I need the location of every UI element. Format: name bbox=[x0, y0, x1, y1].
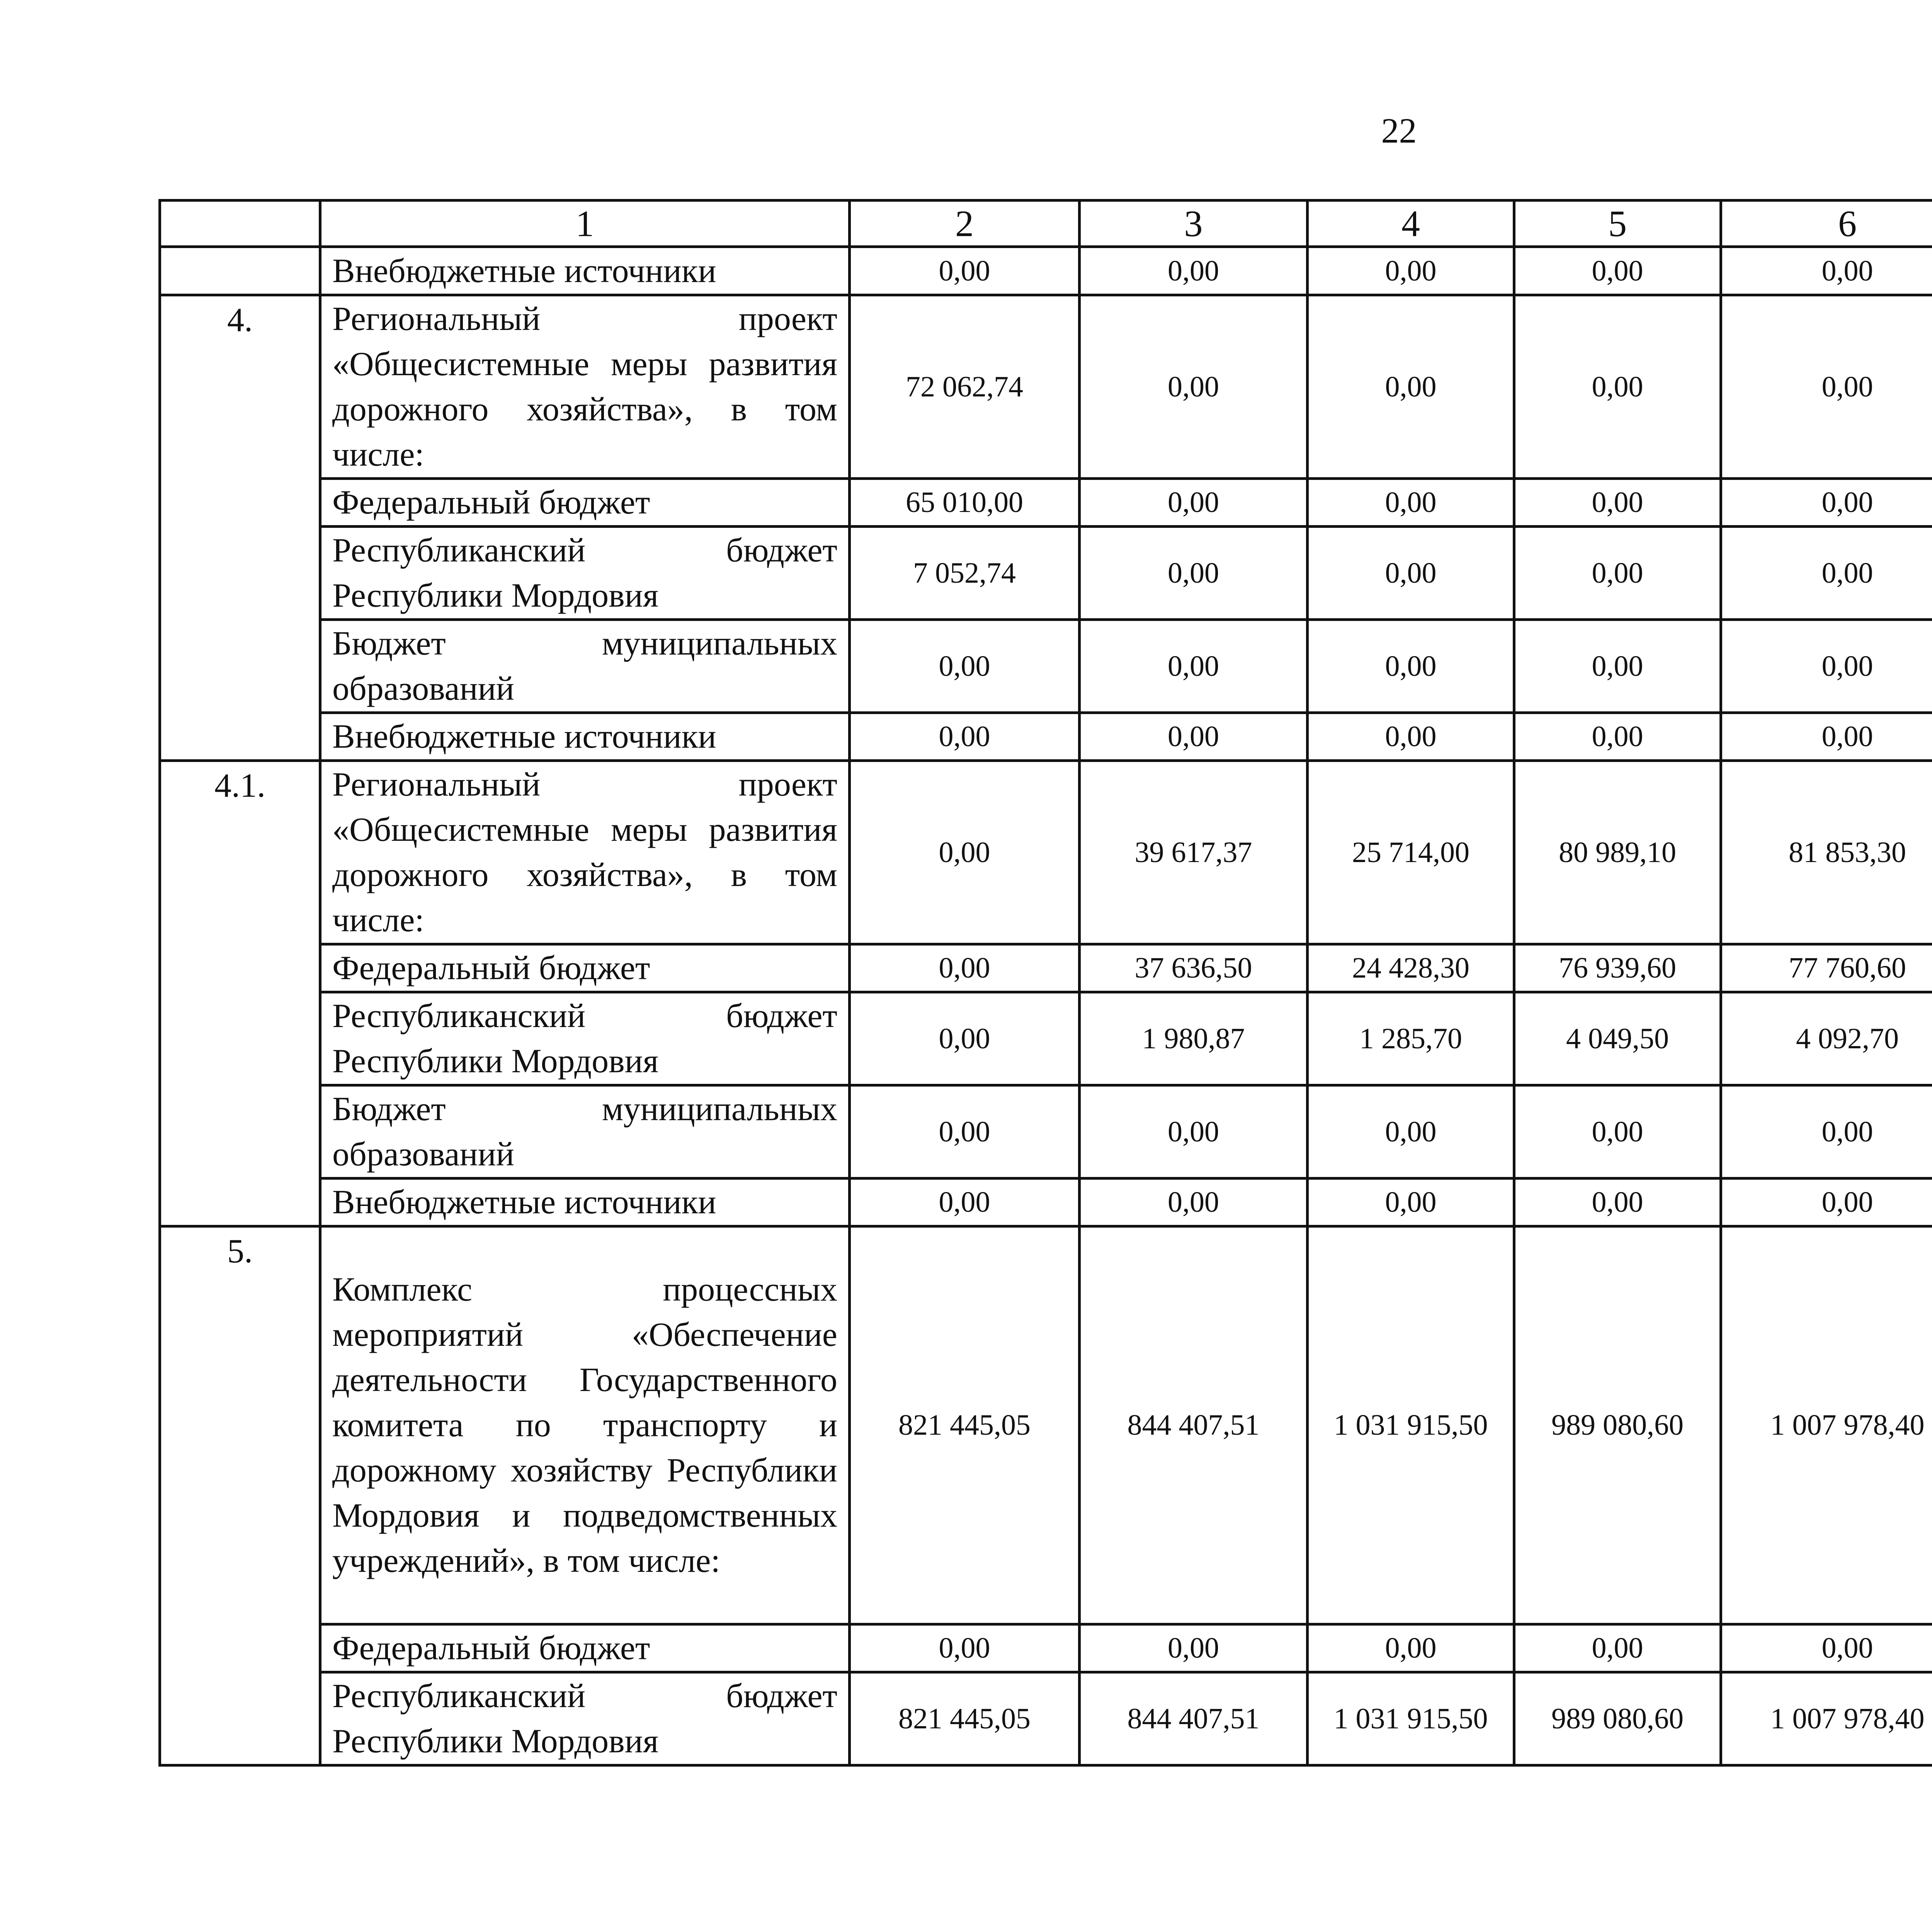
value-cell: 0,00 bbox=[1080, 1085, 1308, 1179]
value-cell: 24 428,30 bbox=[1308, 944, 1514, 992]
value-cell: 72 062,74 bbox=[850, 295, 1080, 479]
header-cell: 6 bbox=[1721, 201, 1932, 247]
value-cell: 0,00 bbox=[850, 247, 1080, 295]
page-number: 22 bbox=[1381, 111, 1417, 150]
value-cell: 844 407,51 bbox=[1080, 1226, 1308, 1624]
value-cell: 1 007 978,40 bbox=[1721, 1226, 1932, 1624]
row-label: Региональный проект «Общесистемные меры развития дорожного хозяйства», в том числе: bbox=[320, 761, 850, 944]
value-cell: 0,00 bbox=[1721, 247, 1932, 295]
value-cell: 1 980,87 bbox=[1080, 992, 1308, 1085]
value-cell: 0,00 bbox=[1721, 1179, 1932, 1226]
table-row bbox=[160, 1085, 1932, 1179]
value-cell: 0,00 bbox=[1080, 620, 1308, 713]
table-row bbox=[160, 992, 1932, 1085]
value-cell: 0,00 bbox=[1514, 527, 1721, 620]
value-cell: 0,00 bbox=[1721, 527, 1932, 620]
row-label: Внебюджетные источники bbox=[320, 247, 850, 295]
value-cell: 0,00 bbox=[850, 1179, 1080, 1226]
value-cell: 1 285,70 bbox=[1308, 992, 1514, 1085]
value-cell: 0,00 bbox=[1721, 620, 1932, 713]
row-label: Комплекс процессных мероприятий «Обеспечение деятельности Государственного комитета по транспорту и дорожному хозяйству Республики Мордовия и подведомственных учреждений», в том числе: bbox=[320, 1226, 850, 1624]
value-cell: 0,00 bbox=[1080, 713, 1308, 761]
value-cell: 0,00 bbox=[850, 992, 1080, 1085]
value-cell: 77 760,60 bbox=[1721, 944, 1932, 992]
value-cell: 0,00 bbox=[850, 713, 1080, 761]
value-cell: 0,00 bbox=[1514, 247, 1721, 295]
table-body bbox=[160, 201, 1932, 1765]
table-row bbox=[160, 247, 1932, 295]
value-cell: 80 989,10 bbox=[1514, 761, 1721, 944]
table-row bbox=[160, 1226, 1932, 1624]
value-cell: 0,00 bbox=[850, 1624, 1080, 1672]
value-cell: 0,00 bbox=[850, 761, 1080, 944]
value-cell: 0,00 bbox=[1514, 1085, 1721, 1179]
value-cell: 844 407,51 bbox=[1080, 1672, 1308, 1765]
table-row bbox=[160, 1672, 1932, 1765]
budget-table bbox=[158, 199, 1932, 1767]
value-cell: 0,00 bbox=[1721, 1624, 1932, 1672]
value-cell: 0,00 bbox=[1080, 479, 1308, 527]
value-cell: 0,00 bbox=[1514, 713, 1721, 761]
row-label: Федеральный бюджет bbox=[320, 1624, 850, 1672]
value-cell: 0,00 bbox=[1308, 1179, 1514, 1226]
value-cell: 0,00 bbox=[1514, 1179, 1721, 1226]
table-row bbox=[160, 620, 1932, 713]
value-cell: 0,00 bbox=[1514, 295, 1721, 479]
value-cell: 0,00 bbox=[1721, 713, 1932, 761]
row-label: Федеральный бюджет bbox=[320, 944, 850, 992]
value-cell: 821 445,05 bbox=[850, 1226, 1080, 1624]
value-cell: 0,00 bbox=[1721, 295, 1932, 479]
row-label: Бюджет муниципальных образований bbox=[320, 620, 850, 713]
row-label: Федеральный бюджет bbox=[320, 479, 850, 527]
value-cell: 1 031 915,50 bbox=[1308, 1672, 1514, 1765]
column-number-row bbox=[160, 201, 1932, 247]
row-label: Республиканский бюджет Республики Мордовия bbox=[320, 992, 850, 1085]
value-cell: 0,00 bbox=[1308, 620, 1514, 713]
value-cell: 0,00 bbox=[1080, 295, 1308, 479]
table-row bbox=[160, 479, 1932, 527]
value-cell: 0,00 bbox=[850, 620, 1080, 713]
table-row bbox=[160, 713, 1932, 761]
value-cell: 7 052,74 bbox=[850, 527, 1080, 620]
header-cell: 5 bbox=[1514, 201, 1721, 247]
row-index: 4.1. bbox=[160, 761, 320, 1226]
value-cell: 0,00 bbox=[1308, 527, 1514, 620]
table-row bbox=[160, 295, 1932, 479]
value-cell: 0,00 bbox=[1080, 1179, 1308, 1226]
row-index bbox=[160, 247, 320, 295]
value-cell: 37 636,50 bbox=[1080, 944, 1308, 992]
value-cell: 1 031 915,50 bbox=[1308, 1226, 1514, 1624]
value-cell: 0,00 bbox=[1080, 247, 1308, 295]
value-cell: 989 080,60 bbox=[1514, 1672, 1721, 1765]
header-cell: 2 bbox=[850, 201, 1080, 247]
table-row bbox=[160, 1179, 1932, 1226]
header-cell bbox=[160, 201, 320, 247]
value-cell: 0,00 bbox=[1308, 1624, 1514, 1672]
value-cell: 0,00 bbox=[1721, 1085, 1932, 1179]
value-cell: 0,00 bbox=[1308, 479, 1514, 527]
row-label: Внебюджетные источники bbox=[320, 1179, 850, 1226]
value-cell: 0,00 bbox=[850, 944, 1080, 992]
header-cell: 3 bbox=[1080, 201, 1308, 247]
value-cell: 989 080,60 bbox=[1514, 1226, 1721, 1624]
row-label: Республиканский бюджет Республики Мордовия bbox=[320, 527, 850, 620]
value-cell: 4 092,70 bbox=[1721, 992, 1932, 1085]
value-cell: 0,00 bbox=[1308, 295, 1514, 479]
row-label: Региональный проект «Общесистемные меры развития дорожного хозяйства», в том числе: bbox=[320, 295, 850, 479]
value-cell: 0,00 bbox=[850, 1085, 1080, 1179]
header-cell: 4 bbox=[1308, 201, 1514, 247]
row-index: 4. bbox=[160, 295, 320, 761]
value-cell: 0,00 bbox=[1514, 620, 1721, 713]
table-row bbox=[160, 944, 1932, 992]
value-cell: 0,00 bbox=[1308, 247, 1514, 295]
value-cell: 0,00 bbox=[1514, 1624, 1721, 1672]
value-cell: 0,00 bbox=[1080, 527, 1308, 620]
table-row bbox=[160, 1624, 1932, 1672]
value-cell: 76 939,60 bbox=[1514, 944, 1721, 992]
header-cell: 1 bbox=[320, 201, 850, 247]
value-cell: 65 010,00 bbox=[850, 479, 1080, 527]
row-label: Внебюджетные источники bbox=[320, 713, 850, 761]
value-cell: 4 049,50 bbox=[1514, 992, 1721, 1085]
value-cell: 0,00 bbox=[1514, 479, 1721, 527]
value-cell: 821 445,05 bbox=[850, 1672, 1080, 1765]
row-label: Республиканский бюджет Республики Мордовия bbox=[320, 1672, 850, 1765]
value-cell: 0,00 bbox=[1308, 1085, 1514, 1179]
table-row bbox=[160, 527, 1932, 620]
value-cell: 39 617,37 bbox=[1080, 761, 1308, 944]
row-index: 5. bbox=[160, 1226, 320, 1765]
row-label: Бюджет муниципальных образований bbox=[320, 1085, 850, 1179]
table-row bbox=[160, 761, 1932, 944]
value-cell: 0,00 bbox=[1308, 713, 1514, 761]
value-cell: 25 714,00 bbox=[1308, 761, 1514, 944]
value-cell: 81 853,30 bbox=[1721, 761, 1932, 944]
value-cell: 0,00 bbox=[1721, 479, 1932, 527]
value-cell: 1 007 978,40 bbox=[1721, 1672, 1932, 1765]
value-cell: 0,00 bbox=[1080, 1624, 1308, 1672]
